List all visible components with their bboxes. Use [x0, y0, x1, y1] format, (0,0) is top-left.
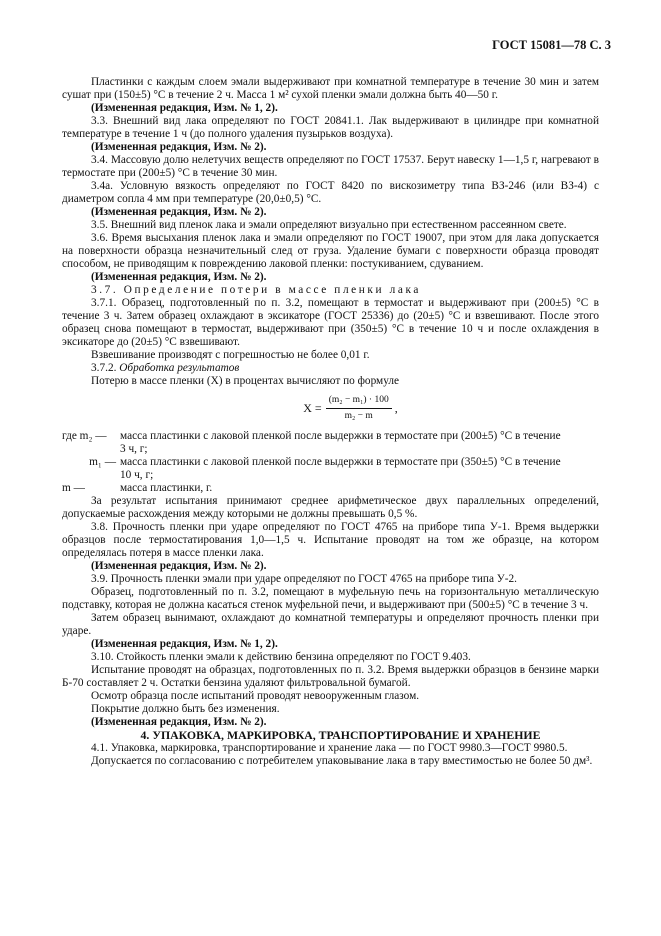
paragraph: Покрытие должно быть без изменения.: [91, 703, 280, 715]
definition-item: [62, 482, 599, 495]
paragraph: 3.4а. Условную вязкость определяют по ГОСТ 8420 по вискозиметру типа ВЗ-246 (или ВЗ-4) с диаметром сопла 4 мм при температуре (20,0±0,5) °С.: [62, 180, 599, 205]
fraction-numerator: (m₂ − m₁) · 100: [326, 394, 392, 409]
amendment-note: (Измененная редакция, Изм. № 2).: [91, 206, 267, 218]
formula-suffix: ,: [394, 401, 398, 415]
amendment-note: (Измененная редакция, Изм. № 2).: [91, 271, 267, 283]
paragraph: 3.4. Массовую долю нелетучих веществ определяют по ГОСТ 17537. Берут навеску 1—1,5 г, нагревают в термостате при (200±5) °С в течение 30 мин.: [62, 154, 599, 179]
paragraph: 3.8. Прочность пленки при ударе определяют по ГОСТ 4765 на приборе типа У-1. Время выдержки образцов после термостатирования 1,0—1,5 ч. Испытание проводят на том же образце, на котором определялась потеря в массе пленки лака.: [62, 521, 599, 559]
definition-label: m₁ —: [89, 456, 116, 468]
fraction: [326, 394, 392, 423]
amendment-note: (Измененная редакция, Изм. № 1, 2).: [91, 102, 278, 114]
paragraph: Испытание проводят на образцах, подготовленных по п. 3.2. Время выдержки образцов в бензине марки Б-70 составляет 2 ч. Остатки бензина удаляют фильтровальной бумагой.: [62, 664, 599, 689]
paragraph: 3.6. Время высыхания пленок лака и эмали определяют по ГОСТ 19007, при этом для лака допускается на поверхности образца незначительный след от груза. Удаление бумаги с поверхности образца проводят способом, не приводящим к повреждению лаковой пленки: постукиванием, сдуванием.: [62, 232, 599, 270]
paragraph: Взвешивание производят с погрешностью не более 0,01 г.: [91, 349, 370, 361]
formula: [62, 394, 599, 423]
definition-continuation: 10 ч, г;: [120, 469, 154, 481]
paragraph: Затем образец вынимают, охлаждают до комнатной температуры и определяют прочность пленки при ударе.: [62, 612, 599, 637]
amendment-note: (Измененная редакция, Изм. № 2).: [91, 716, 267, 728]
variable-definitions: [62, 430, 599, 495]
subsection-heading: 3.7. Определение потери в массе пленки лака: [91, 284, 421, 296]
formula-lhs: X =: [303, 401, 322, 415]
paragraph: 3.9. Прочность пленки эмали при ударе определяют по ГОСТ 4765 на приборе типа У-2.: [91, 573, 518, 585]
amendment-note: (Измененная редакция, Изм. № 2).: [91, 560, 267, 572]
paragraph: Потерю в массе пленки (X) в процентах вычисляют по формуле: [91, 375, 400, 387]
definition-item: [62, 430, 599, 443]
paragraph: 3.3. Внешний вид лака определяют по ГОСТ 20841.1. Лак выдерживают в цилиндре при комнатной температуре в течение 1 ч (до полного удаления пузырьков воздуха).: [62, 115, 599, 140]
definition-text: масса пластинки с лаковой пленкой после выдержки в термостате при (200±5) °С в течение: [120, 430, 561, 442]
amendment-note: (Измененная редакция, Изм. № 2).: [91, 141, 267, 153]
definition-label: m —: [62, 482, 85, 494]
paragraph: 4.1. Упаковка, маркировка, транспортирование и хранение лака — по ГОСТ 9980.3—ГОСТ 9980.5.: [91, 742, 568, 754]
page-content: [62, 76, 599, 768]
paragraph: Осмотр образца после испытаний проводят невооруженным глазом.: [91, 690, 420, 702]
paragraph: За результат испытания принимают среднее арифметическое двух параллельных определений, допускаемые расхождения между которыми не должны превышать 0,5 %.: [62, 495, 599, 520]
fraction-denominator: m₂ − m: [344, 411, 373, 421]
paragraph: 3.5. Внешний вид пленок лака и эмали определяют визуально при естественном рассеянном свете.: [91, 219, 567, 231]
definition-text: масса пластинки с лаковой пленкой после выдержки в термостате при (350±5) °С в течение: [120, 456, 561, 468]
subsection-heading: 3.7.2. Обработка результатов: [91, 362, 240, 374]
paragraph: Допускается по согласованию с потребителем упаковывание лака в тару вместимостью не более 50 дм³.: [91, 755, 593, 767]
paragraph: 3.7.1. Образец, подготовленный по п. 3.2, помещают в термостат и выдерживают при (200±5) °С в течение 3 ч. Затем образец охлаждают в эксикаторе (ГОСТ 25336) до (20±5) °С и взвешивают. После этого образец снова помещают в термостат, выдерживают при (350±5) °С в течение 10 ч и после охлаждения в эксикаторе до (20±5) °С взвешивают.: [62, 297, 599, 348]
definition-continuation: 3 ч, г;: [120, 443, 148, 455]
definition-label: где m₂ —: [62, 430, 107, 442]
definition-item: [62, 456, 599, 469]
paragraph: Образец, подготовленный по п. 3.2, помещают в муфельную печь на горизонтальную металлическую подставку, которая не должна касаться стенок муфельной печи, и выдерживают при (500±5) °С в течение 3 ч.: [62, 586, 599, 611]
page-header: ГОСТ 15081—78 С. 3: [492, 38, 611, 52]
section-heading: 4. УПАКОВКА, МАРКИРОВКА, ТРАНСПОРТИРОВАНИЕ И ХРАНЕНИЕ: [140, 728, 541, 742]
amendment-note: (Измененная редакция, Изм. № 1, 2).: [91, 638, 278, 650]
paragraph: 3.10. Стойкость пленки эмали к действию бензина определяют по ГОСТ 9.403.: [91, 651, 471, 663]
definition-text: масса пластинки, г.: [120, 482, 213, 494]
paragraph: Пластинки с каждым слоем эмали выдерживают при комнатной температуре в течение 30 мин и затем сушат при (150±5) °С в течение 2 ч. Масса 1 м² сухой пленки эмали должна быть 40—50 г.: [62, 76, 599, 101]
